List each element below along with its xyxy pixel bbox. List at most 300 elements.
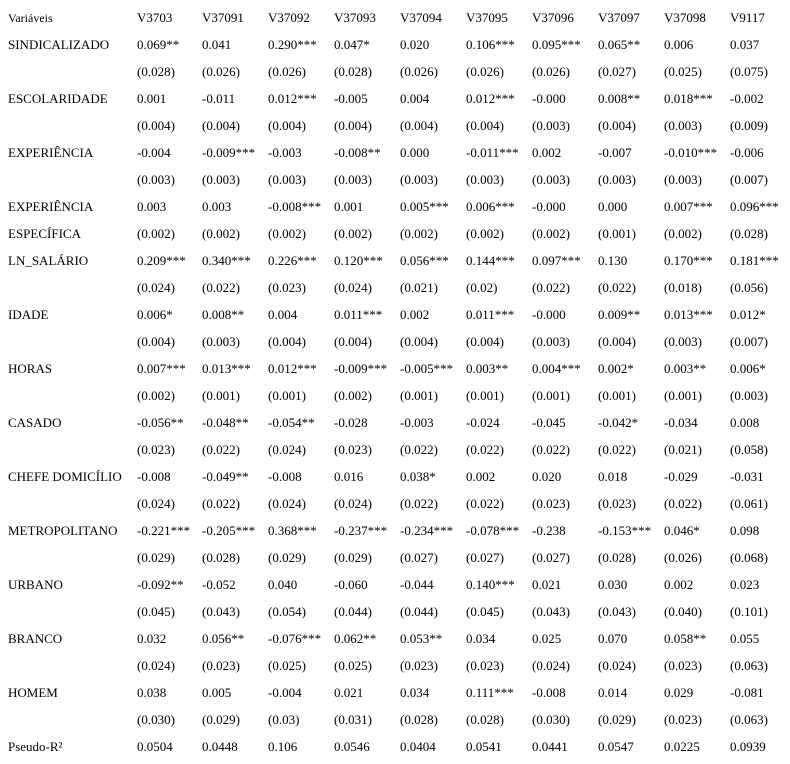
- table-cell: 0.003: [202, 199, 232, 214]
- table-cell: 0.034: [466, 631, 496, 646]
- row-label: EXPERIÊNCIA: [8, 199, 94, 214]
- table-cell: 0.030: [598, 577, 628, 592]
- table-cell: 0.340***: [202, 253, 251, 268]
- table-cell: -0.008: [268, 469, 302, 484]
- table-cell: 0.040: [268, 577, 298, 592]
- table-cell: (0.056): [730, 280, 768, 295]
- table-cell: (0.001): [664, 388, 702, 403]
- row-label: HOMEM: [8, 685, 58, 700]
- table-cell: 0.055: [730, 631, 760, 646]
- table-cell: 0.004: [400, 91, 430, 106]
- table-cell: (0.021): [664, 442, 702, 457]
- table-cell: 0.008: [730, 415, 760, 430]
- table-cell: (0.026): [532, 64, 570, 79]
- table-cell: -0.010***: [664, 145, 718, 160]
- table-cell: 0.0404: [400, 739, 436, 754]
- table-cell: (0.001): [532, 388, 570, 403]
- table-cell: (0.007): [730, 334, 768, 349]
- row-label: CHEFE DOMICÍLIO: [8, 469, 122, 484]
- table-row: [0, 189, 790, 216]
- table-cell: 0.058**: [664, 631, 707, 646]
- table-cell: -0.000: [532, 199, 566, 214]
- table-cell: -0.045: [532, 415, 566, 430]
- table-cell: -0.005: [334, 91, 368, 106]
- table-cell: 0.003: [137, 199, 167, 214]
- table-cell: (0.029): [268, 550, 306, 565]
- table-cell: 0.290***: [268, 37, 317, 52]
- table-cell: (0.030): [137, 712, 175, 727]
- table-cell: (0.023): [400, 658, 438, 673]
- table-cell: (0.061): [730, 496, 768, 511]
- row-label: BRANCO: [8, 631, 63, 646]
- table-cell: 0.046*: [664, 523, 700, 538]
- table-cell: (0.101): [730, 604, 768, 619]
- table-row: [0, 459, 790, 486]
- table-cell: (0.003): [598, 172, 636, 187]
- table-cell: 0.007***: [137, 361, 186, 376]
- table-cell: (0.026): [400, 64, 438, 79]
- table-row: [0, 513, 790, 540]
- table-cell: -0.205***: [202, 523, 256, 538]
- table-cell: (0.028): [400, 712, 438, 727]
- table-cell: (0.003): [202, 334, 240, 349]
- table-cell: -0.076***: [268, 631, 322, 646]
- table-cell: 0.140***: [466, 577, 515, 592]
- table-cell: (0.028): [137, 64, 175, 79]
- table-cell: (0.023): [268, 280, 306, 295]
- table-cell: 0.034: [400, 685, 430, 700]
- table-cell: 0.020: [400, 37, 430, 52]
- table-cell: (0.007): [730, 172, 768, 187]
- table-cell: 0.047*: [334, 37, 370, 52]
- table-cell: 0.111***: [466, 685, 514, 700]
- table-cell: 0.0441: [532, 739, 568, 754]
- table-cell: -0.044: [400, 577, 434, 592]
- table-row: [0, 540, 790, 567]
- table-cell: -0.011: [202, 91, 236, 106]
- table-cell: (0.003): [137, 172, 175, 187]
- table-cell: 0.130: [598, 253, 628, 268]
- table-cell: 0.170***: [664, 253, 713, 268]
- table-cell: (0.022): [202, 442, 240, 457]
- table-cell: 0.038: [137, 685, 167, 700]
- table-cell: 0.002*: [598, 361, 634, 376]
- table-cell: 0.037: [730, 37, 760, 52]
- table-row: [0, 324, 790, 351]
- table-cell: -0.003: [400, 415, 434, 430]
- table-cell: 0.070: [598, 631, 628, 646]
- table-cell: (0.023): [664, 658, 702, 673]
- table-cell: -0.002: [730, 91, 764, 106]
- table-cell: 0.011***: [466, 307, 515, 322]
- table-cell: 0.0546: [334, 739, 370, 754]
- table-cell: 0.097***: [532, 253, 581, 268]
- table-cell: (0.024): [268, 496, 306, 511]
- table-cell: (0.028): [334, 64, 372, 79]
- table-cell: 0.144***: [466, 253, 515, 268]
- table-cell: (0.022): [532, 442, 570, 457]
- table-row: [0, 432, 790, 459]
- table-cell: 0.016: [334, 469, 364, 484]
- table-cell: -0.034: [664, 415, 698, 430]
- table-cell: 0.006*: [137, 307, 173, 322]
- column-header: V37098: [664, 10, 706, 25]
- table-cell: -0.060: [334, 577, 368, 592]
- table-cell: (0.002): [137, 388, 175, 403]
- table-cell: 0.106: [268, 739, 298, 754]
- variables-header: Variáveis: [8, 11, 53, 25]
- table-cell: 0.003**: [664, 361, 707, 376]
- table-row: [0, 486, 790, 513]
- table-row: [0, 378, 790, 405]
- table-cell: 0.018: [598, 469, 628, 484]
- column-header: V37094: [400, 10, 442, 25]
- row-label: URBANO: [8, 577, 63, 592]
- table-cell: -0.008: [532, 685, 566, 700]
- table-cell: 0.0541: [466, 739, 502, 754]
- row-label: EXPERIÊNCIA: [8, 145, 94, 160]
- row-label: METROPOLITANO: [8, 523, 118, 538]
- table-cell: 0.000: [400, 145, 430, 160]
- table-cell: (0.043): [202, 604, 240, 619]
- table-row: [0, 162, 790, 189]
- table-cell: (0.022): [664, 496, 702, 511]
- table-cell: 0.029: [664, 685, 694, 700]
- row-label: IDADE: [8, 307, 49, 322]
- table-cell: -0.049**: [202, 469, 249, 484]
- table-cell: (0.021): [400, 280, 438, 295]
- table-cell: (0.022): [466, 496, 504, 511]
- table-cell: 0.001: [137, 91, 167, 106]
- table-cell: -0.237***: [334, 523, 388, 538]
- table-cell: 0.069**: [137, 37, 180, 52]
- table-cell: 0.004***: [532, 361, 581, 376]
- table-cell: 0.012***: [268, 361, 317, 376]
- table-cell: -0.153***: [598, 523, 652, 538]
- table-cell: (0.044): [400, 604, 438, 619]
- table-cell: 0.002: [664, 577, 694, 592]
- table-row: [0, 270, 790, 297]
- table-cell: (0.028): [598, 550, 636, 565]
- table-cell: (0.003): [202, 172, 240, 187]
- table-cell: 0.013***: [664, 307, 713, 322]
- header-row: [0, 0, 790, 27]
- column-header: V3703: [137, 10, 173, 25]
- table-cell: (0.024): [532, 658, 570, 673]
- table-cell: (0.029): [334, 550, 372, 565]
- table-cell: 0.001: [334, 199, 364, 214]
- table-cell: (0.002): [137, 226, 175, 241]
- table-cell: (0.001): [598, 226, 636, 241]
- table-cell: (0.004): [137, 118, 175, 133]
- table-cell: 0.002: [466, 469, 496, 484]
- table-cell: (0.02): [466, 280, 498, 295]
- table-cell: 0.021: [334, 685, 364, 700]
- table-cell: 0.000: [598, 199, 628, 214]
- table-cell: (0.075): [730, 64, 768, 79]
- table-cell: 0.0448: [202, 739, 238, 754]
- table-cell: (0.002): [466, 226, 504, 241]
- table-row: [0, 675, 790, 702]
- table-cell: (0.003): [334, 172, 372, 187]
- table-row: [0, 648, 790, 675]
- table-cell: 0.209***: [137, 253, 186, 268]
- table-cell: -0.006: [730, 145, 764, 160]
- table-cell: 0.005***: [400, 199, 449, 214]
- table-cell: (0.004): [466, 118, 504, 133]
- table-cell: (0.029): [598, 712, 636, 727]
- table-cell: 0.065**: [598, 37, 641, 52]
- table-cell: (0.003): [664, 334, 702, 349]
- table-cell: -0.081: [730, 685, 764, 700]
- table-cell: (0.040): [664, 604, 702, 619]
- table-cell: (0.004): [202, 118, 240, 133]
- table-cell: (0.024): [598, 658, 636, 673]
- table-row: [0, 81, 790, 108]
- table-cell: 0.011***: [334, 307, 383, 322]
- table-cell: (0.024): [137, 496, 175, 511]
- table-cell: 0.006: [664, 37, 694, 52]
- table-cell: 0.021: [532, 577, 562, 592]
- table-cell: (0.002): [268, 226, 306, 241]
- table-cell: (0.028): [202, 550, 240, 565]
- table-cell: (0.004): [598, 118, 636, 133]
- table-row: [0, 594, 790, 621]
- table-cell: 0.062**: [334, 631, 377, 646]
- row-label: LN_SALÁRIO: [8, 253, 89, 268]
- table-cell: 0.038*: [400, 469, 436, 484]
- table-row: [0, 351, 790, 378]
- table-row: [0, 108, 790, 135]
- table-cell: -0.056**: [137, 415, 184, 430]
- table-cell: 0.009**: [598, 307, 641, 322]
- column-header: V37097: [598, 10, 640, 25]
- table-cell: 0.002: [400, 307, 430, 322]
- table-cell: -0.042*: [598, 415, 639, 430]
- table-cell: (0.004): [334, 118, 372, 133]
- table-cell: 0.120***: [334, 253, 383, 268]
- table-cell: (0.009): [730, 118, 768, 133]
- table-cell: (0.025): [268, 658, 306, 673]
- table-cell: (0.003): [400, 172, 438, 187]
- column-header: V9117: [730, 10, 765, 25]
- table-cell: -0.052: [202, 577, 236, 592]
- table-cell: (0.023): [137, 442, 175, 457]
- table-cell: 0.012*: [730, 307, 766, 322]
- table-cell: (0.022): [466, 442, 504, 457]
- table-cell: (0.043): [598, 604, 636, 619]
- table-cell: 0.007***: [664, 199, 713, 214]
- table-cell: (0.004): [268, 118, 306, 133]
- table-cell: 0.020: [532, 469, 562, 484]
- table-cell: -0.009***: [202, 145, 256, 160]
- table-cell: (0.004): [466, 334, 504, 349]
- table-row: [0, 567, 790, 594]
- table-cell: (0.004): [598, 334, 636, 349]
- table-cell: (0.028): [730, 226, 768, 241]
- table-cell: -0.028: [334, 415, 368, 430]
- table-cell: (0.023): [598, 496, 636, 511]
- table-cell: -0.092**: [137, 577, 184, 592]
- table-cell: (0.026): [664, 550, 702, 565]
- table-cell: (0.028): [466, 712, 504, 727]
- table-cell: (0.031): [334, 712, 372, 727]
- table-cell: 0.095***: [532, 37, 581, 52]
- table-cell: -0.221***: [137, 523, 191, 538]
- table-row: [0, 621, 790, 648]
- table-cell: -0.234***: [400, 523, 454, 538]
- table-cell: 0.004: [268, 307, 298, 322]
- table-cell: -0.029: [664, 469, 698, 484]
- table-cell: (0.023): [466, 658, 504, 673]
- table-cell: -0.000: [532, 91, 566, 106]
- table-cell: 0.053**: [400, 631, 443, 646]
- table-cell: (0.003): [532, 334, 570, 349]
- table-cell: (0.024): [334, 280, 372, 295]
- table-cell: (0.001): [268, 388, 306, 403]
- table-cell: (0.003): [268, 172, 306, 187]
- table-cell: 0.056***: [400, 253, 449, 268]
- table-cell: -0.238: [532, 523, 566, 538]
- table-cell: (0.063): [730, 712, 768, 727]
- table-cell: (0.027): [400, 550, 438, 565]
- row-label: ESPECÍFICA: [8, 226, 81, 241]
- row-label: HORAS: [8, 361, 53, 376]
- table-cell: (0.022): [532, 280, 570, 295]
- table-cell: 0.018***: [664, 91, 713, 106]
- column-header: V37093: [334, 10, 376, 25]
- table-cell: -0.078***: [466, 523, 520, 538]
- table-cell: -0.008: [137, 469, 171, 484]
- table-cell: (0.002): [400, 226, 438, 241]
- table-cell: (0.030): [532, 712, 570, 727]
- table-cell: 0.032: [137, 631, 167, 646]
- row-label: SINDICALIZADO: [8, 37, 110, 52]
- table-cell: (0.027): [532, 550, 570, 565]
- table-cell: (0.004): [400, 118, 438, 133]
- table-cell: (0.026): [466, 64, 504, 79]
- table-row: [0, 135, 790, 162]
- table-cell: (0.044): [334, 604, 372, 619]
- table-cell: (0.022): [400, 442, 438, 457]
- table-cell: (0.045): [137, 604, 175, 619]
- column-header: V37096: [532, 10, 574, 25]
- table-cell: (0.022): [202, 280, 240, 295]
- table-cell: (0.004): [334, 334, 372, 349]
- table-cell: 0.013***: [202, 361, 251, 376]
- table-cell: (0.003): [664, 118, 702, 133]
- table-cell: (0.002): [664, 226, 702, 241]
- table-cell: -0.000: [532, 307, 566, 322]
- table-cell: (0.003): [730, 388, 768, 403]
- table-cell: 0.098: [730, 523, 760, 538]
- table-cell: (0.043): [532, 604, 570, 619]
- table-cell: (0.018): [664, 280, 702, 295]
- table-cell: (0.029): [137, 550, 175, 565]
- table-cell: -0.011***: [466, 145, 519, 160]
- table-cell: (0.022): [598, 280, 636, 295]
- table-cell: -0.008**: [334, 145, 381, 160]
- table-cell: (0.045): [466, 604, 504, 619]
- table-cell: (0.024): [268, 442, 306, 457]
- table-row: [0, 729, 790, 756]
- table-cell: 0.008**: [202, 307, 245, 322]
- table-cell: (0.003): [532, 118, 570, 133]
- table-cell: (0.03): [268, 712, 300, 727]
- table-cell: (0.026): [202, 64, 240, 79]
- row-label: CASADO: [8, 415, 62, 430]
- table-row: [0, 297, 790, 324]
- table-cell: 0.0939: [730, 739, 766, 754]
- table-cell: (0.068): [730, 550, 768, 565]
- table-cell: 0.0547: [598, 739, 634, 754]
- table-cell: -0.003: [268, 145, 302, 160]
- table-cell: 0.226***: [268, 253, 317, 268]
- table-cell: -0.054**: [268, 415, 315, 430]
- table-cell: 0.003**: [466, 361, 509, 376]
- table-cell: (0.025): [664, 64, 702, 79]
- table-cell: 0.006*: [730, 361, 766, 376]
- table-cell: 0.012***: [268, 91, 317, 106]
- table-cell: (0.026): [268, 64, 306, 79]
- table-cell: (0.023): [334, 442, 372, 457]
- table-cell: (0.001): [598, 388, 636, 403]
- table-cell: (0.024): [137, 658, 175, 673]
- table-cell: (0.023): [532, 496, 570, 511]
- table-cell: 0.0504: [137, 739, 173, 754]
- table-cell: (0.004): [268, 334, 306, 349]
- table-cell: -0.008***: [268, 199, 322, 214]
- table-cell: (0.001): [400, 388, 438, 403]
- table-cell: (0.002): [334, 388, 372, 403]
- table-cell: 0.096***: [730, 199, 779, 214]
- table-cell: (0.022): [400, 496, 438, 511]
- table-cell: (0.003): [466, 172, 504, 187]
- table-row: [0, 243, 790, 270]
- table-cell: 0.014: [598, 685, 628, 700]
- table-cell: 0.056**: [202, 631, 245, 646]
- table-cell: -0.009***: [334, 361, 388, 376]
- table-cell: -0.024: [466, 415, 500, 430]
- table-cell: (0.004): [137, 334, 175, 349]
- table-cell: (0.022): [598, 442, 636, 457]
- column-header: V37095: [466, 10, 508, 25]
- table-cell: (0.054): [268, 604, 306, 619]
- table-cell: (0.004): [400, 334, 438, 349]
- column-header: V37091: [202, 10, 244, 25]
- table-cell: 0.181***: [730, 253, 779, 268]
- table-cell: (0.027): [598, 64, 636, 79]
- table-cell: 0.023: [730, 577, 760, 592]
- table-cell: -0.004: [268, 685, 302, 700]
- table-cell: -0.007: [598, 145, 632, 160]
- table-cell: 0.008**: [598, 91, 641, 106]
- table-cell: 0.368***: [268, 523, 317, 538]
- table-cell: (0.002): [334, 226, 372, 241]
- table-cell: (0.003): [664, 172, 702, 187]
- table-cell: 0.041: [202, 37, 232, 52]
- table-cell: 0.006***: [466, 199, 515, 214]
- table-cell: (0.023): [202, 658, 240, 673]
- table-cell: (0.027): [466, 550, 504, 565]
- table-cell: 0.0225: [664, 739, 700, 754]
- table-cell: (0.022): [202, 496, 240, 511]
- table-cell: (0.024): [334, 496, 372, 511]
- table-cell: (0.002): [532, 226, 570, 241]
- column-header: V37092: [268, 10, 310, 25]
- table-cell: 0.005: [202, 685, 232, 700]
- table-cell: 0.012***: [466, 91, 515, 106]
